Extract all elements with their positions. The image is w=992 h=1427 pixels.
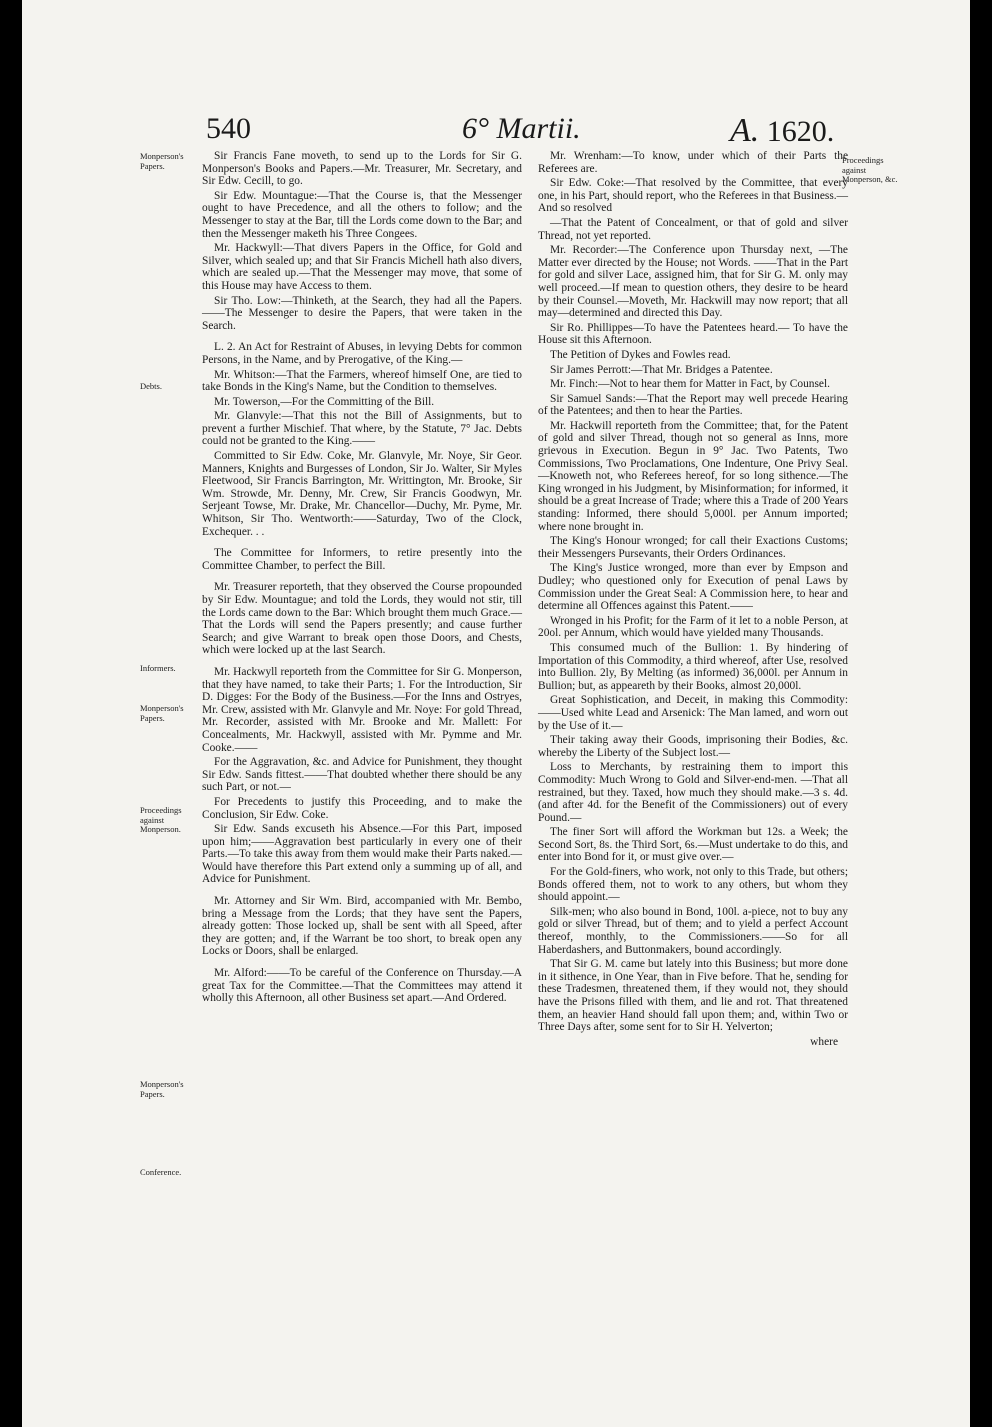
- paragraph: Wronged in his Profit; for the Farm of it let to a noble Person, at 20ol. per Annum, which would have yielded many Thousands.: [538, 614, 848, 640]
- text-column-right: [538, 150, 848, 1048]
- paragraph: For the Aggravation, &c. and Advice for Punishment, they thought Sir Edw. Sands fittest.——That doubted whether there should be any such Part, or not.—: [202, 756, 522, 794]
- paragraph: Mr. Hackwyll:—That divers Papers in the Office, for Gold and Silver, which sealed up; and that Sir Francis Michell hath also divers, which are sealed up.—That the Messenger may move, that some of this House may have Access to them.: [202, 242, 522, 292]
- paragraph: Sir Edw. Sands excuseth his Absence.—For this Part, imposed upon him;——Aggravation best particularly in every one of their Parts.—To take this away from them would make their Parts naked.—Would have therefore this Part extend only a summing up of all, and Advice for Punishment.: [202, 823, 522, 886]
- paragraph: This consumed much of the Bullion: 1. By hindering of Importation of this Commodity, a third whereof, after Use, resolved into Bullion. 2ly, By Melting (as informed) 36,000l. per Annum in Bullion; but, as appeareth by their Books, almost 20,000l.: [538, 641, 848, 692]
- page-number: 540: [206, 112, 251, 145]
- paragraph: Mr. Whitson:—That the Farmers, whereof himself One, are tied to take Bonds in the King's Name, but the Condition to themselves.: [202, 368, 522, 394]
- paragraph: For Precedents to justify this Proceeding, and to make the Conclusion, Sir Edw. Coke.: [202, 795, 522, 821]
- paragraph: Loss to Merchants, by restraining them to import this Commodity: Much Wrong to Gold and Silver-end-men. —That all restrained, but they. Taxed, how much they should make.—3 s. 4d. (and after 4d. for the Benefit of the Commissioners) out of every Pound.—: [538, 761, 848, 824]
- margin-note: Informers.: [140, 663, 176, 673]
- paragraph: Mr. Finch:—Not to hear them for Matter in Fact, by Counsel.: [550, 378, 830, 391]
- paragraph: Sir Tho. Low:—Thinketh, at the Search, they had all the Papers.——The Messenger to desire the Papers, that were taken in the Search.: [202, 294, 522, 332]
- paragraph: Sir Samuel Sands:—That the Report may well precede Hearing of the Patentees; and then to hear the Parties.: [538, 392, 848, 418]
- paragraph: The finer Sort will afford the Workman but 12s. a Week; the Second Sort, 8s. the Third Sort, 6s.—Must undertake to do this, and enter into Bond for it, or must give over.—: [538, 826, 848, 864]
- text-column-left: [202, 150, 522, 1007]
- page-year: [730, 112, 834, 150]
- paragraph: Sir Francis Fane moveth, to send up to the Lords for Sir G. Monperson's Books and Papers.—Mr. Treasurer, Mr. Secretary, and Sir Edw. Cecill, to go.: [202, 150, 522, 188]
- paragraph: Mr. Alford:——To be careful of the Conference on Thursday.—A great Tax for the Committee.—That the Committees may attend it wholly this Afternoon, all other Business set apart.—And Ordered.: [202, 967, 522, 1005]
- paragraph: L. 2. An Act for Restraint of Abuses, in levying Debts for common Persons, in the Name, and by Prerogative, of the King.—: [202, 341, 522, 366]
- margin-note: Debts.: [140, 381, 162, 391]
- year-value: 1620.: [766, 115, 835, 148]
- document-page: [22, 0, 970, 1427]
- paragraph: The Committee for Informers, to retire presently into the Committee Chamber, to perfect the Bill.: [202, 547, 522, 572]
- paragraph: The King's Justice wronged, more than ever by Empson and Dudley; who questioned only for Execution of penal Laws by Commission under the Great Seal: A Commission here, to hear and determine all Offences against this Patent.——: [538, 562, 848, 613]
- margin-note: Conference.: [140, 1167, 182, 1177]
- paragraph: Their taking away their Goods, imprisoning their Bodies, &c. whereby the Liberty of the Subject lost.—: [538, 734, 848, 759]
- margin-note-right: Proceedings against Monperson, &c.: [842, 155, 898, 184]
- paragraph: Great Sophistication, and Deceit, in making this Commodity:——Used white Lead and Arsenick: The Man lamed, and worn out by the Use of it.—: [538, 694, 848, 732]
- margin-note: Monperson's Papers.: [140, 151, 184, 171]
- paragraph: For the Gold-finers, who work, not only to this Trade, but others; Bonds offered them, not to work to any others, but whom they should appoint.—: [538, 866, 848, 904]
- margin-note: Proceedings against Monperson.: [140, 805, 182, 834]
- page-date-title: 6° Martii.: [462, 112, 581, 145]
- paragraph: Mr. Hackwyll reporteth from the Committee for Sir G. Monperson, that they have named, to take their Parts; 1. For the Introduction, Sir D. Digges: For the Body of the Business.—For the Inns and Ostryes, Mr. Crew, assisted with Mr. Glanvyle and Mr. Noye: For gold Thread, Mr. Recorder, assisted with Mr. Brooke and Mr. Mallett: For Concealments, Mr. Hackwyll, assisted with Mr. Pymme and Mr. Cooke.——: [202, 665, 522, 754]
- paragraph: The Petition of Dykes and Fowles read.: [550, 348, 731, 361]
- year-prefix: A.: [730, 112, 760, 149]
- paragraph: Mr. Glanvyle:—That this not the Bill of Assignments, but to prevent a further Mischief. That where, by the Statute, 7° Jac. Debts could not be granted to the King.——: [202, 410, 522, 448]
- paragraph: Sir Edw. Coke:—That resolved by the Committee, that every one, in his Part, should report, who the Referees in that Business.—And so resolved: [538, 177, 848, 215]
- paragraph: That Sir G. M. came but lately into this Business; but more done in it sithence, in One Year, than in Five before. That he, sending for these Tradesmen, threatened them, if they would not, they should have the Prisons filled with them, and lie and rot. That threatened them, an heavier Hand should fall upon them; and, within Two or Three Days after, some sent for to Sir H. Yelverton;: [538, 958, 848, 1034]
- catchword: where: [810, 1035, 838, 1048]
- margin-note: Monperson's Papers.: [140, 1079, 184, 1099]
- margin-note: Monperson's Papers.: [140, 703, 184, 723]
- paragraph: Sir Ro. Phillippes—To have the Patentees heard.— To have the House sit this Afternoon.: [538, 321, 848, 347]
- paragraph: The King's Honour wronged; for call their Exactions Customs; their Messengers Pursevants, their Orders Ordinances.: [538, 535, 848, 560]
- paragraph: Mr. Attorney and Sir Wm. Bird, accompanied with Mr. Bembo, bring a Message from the Lords; that they have sent the Papers, already gotten: Those locked up, shall be sent with all Speed, after they are gotten; and, if the Warrant be too short, to break open any Locks or Doors, shall be enlarged.: [202, 895, 522, 958]
- paragraph: Mr. Treasurer reporteth, that they observed the Course propounded by Sir Edw. Mountague; and told the Lords, they would not stir, till the Lords came down to the Bar: Which brought them much Grace.—That the Lords will send the Papers presently; and cause further Search; and give Warrant to break open those Doors, and Chests, which were locked up at the last Search.: [202, 581, 522, 657]
- paragraph: Mr. Wrenham:—To know, under which of their Parts the Referees are.: [538, 150, 848, 175]
- paragraph: —That the Patent of Concealment, or that of gold and silver Thread, not yet reported.: [538, 216, 848, 242]
- paragraph: Mr. Hackwill reporteth from the Committee; that, for the Patent of gold and silver Thread, though not so general as Inns, more grievous in Execution. Begun in 9° Jac. Two Patents, Two Commissions, Two Proclamations, One Indenture, One Privy Seal.—Knoweth not, who Referees hereof, for so long sithence.—The King wronged in his Judgment, by Misinformation; for informed, it should be a great Increase of Trade; where this a Trade of 200 Years standing: Informed, there should 5,000l. per Annum imported; where none brought in.: [538, 419, 848, 533]
- paragraph: Sir James Perrott:—That Mr. Bridges a Patentee.: [550, 363, 773, 376]
- paragraph: Mr. Recorder:—The Conference upon Thursday next, —The Matter ever directed by the House; not Words. ——That in the Part for gold and silver Lace, assigned him, that for Sir G. M. only may well proceed.—If mean to question others, they desire to be heard by their Counsel.—Moveth, Mr. Hackwill may now report; that all may—determined and directed this Day.: [538, 244, 848, 320]
- paragraph: Silk-men; who also bound in Bond, 100l. a-piece, not to buy any gold or silver Thread, but of them; and to yield a perfect Account thereof, monthly, to the Commissioners.——So for all Haberdashers, and Buttonmakers, bound accordingly.: [538, 905, 848, 956]
- paragraph: Sir Edw. Mountague:—That the Course is, that the Messenger ought to have Precedence, and all the others to follow; and the Messenger to stay at the Bar, till the Lords come down to the Bar; and then the Messenger maketh his Three Congees.: [202, 189, 522, 240]
- paragraph: Mr. Towerson,—For the Committing of the Bill.: [214, 395, 435, 408]
- paragraph: Committed to Sir Edw. Coke, Mr. Glanvyle, Mr. Noye, Sir Geor. Manners, Knights and Burgesses of London, Sir Jo. Walter, Sir Myles Fleetwood, Sir Francis Barrington, Mr. Writtington, Mr. Brooke, Sir Wm. Strowde, Mr. Denny, Mr. Crew, Sir Francis Goodwyn, Mr. Serjeant Towse, Mr. Drake, Mr. Chancellor—Duchy, Mr. Pyme, Mr. Whitson, Sir Tho. Wentworth:——Saturday, Two of the Clock, Exchequer. . .: [202, 450, 522, 538]
